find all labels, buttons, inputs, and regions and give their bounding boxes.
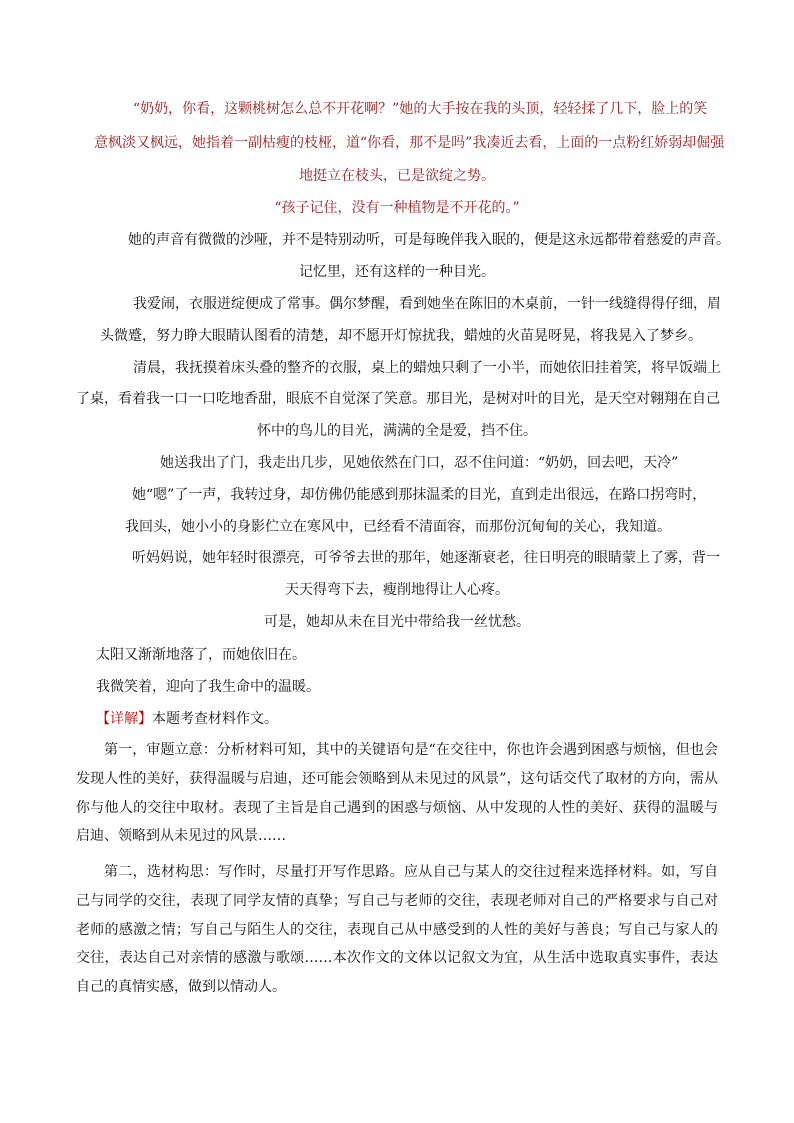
story-line: 地挺立在枝头，已是欲绽之势。 [299,168,495,184]
analysis-intro: 本题考查材料作文。 [152,711,278,727]
story-line: 太阳又渐渐地落了，而她依旧在。 [96,647,306,663]
story-line: 我爱闹，衣服迸绽便成了常事。偶尔梦醒，看到她坐在陈旧的木桌前，一针一线缝得得仔细，眉 [133,296,721,312]
story-line: 头微蹙，努力睁大眼睛认图看的清楚，却不愿开灯惊扰我，蜡烛的火苗晃呀晃，将我晃入了梦乡。 [100,328,702,344]
story-line: 听妈妈说，她年轻时很漂亮，可爷爷去世的那年，她逐渐衰老，往日明亮的眼睛蒙上了雾，背一 [132,550,720,566]
analysis-heading [96,709,278,729]
story-line: 怀中的鸟儿的目光，满满的全是爱，挡不住。 [257,423,537,439]
story-line: 可是，她却从未在目光中带给我一丝忧愁。 [264,614,530,630]
story-line: 我微笑着，迎向了我生命中的温暖。 [96,679,320,695]
story-line: “奶奶，你看，这颗桃树怎么总不开花啊？”她的大手按在我的头顶，轻轻揉了几下，脸上的笑 [133,101,708,117]
story-line: 记忆里，还有这样的一种目光。 [299,264,495,280]
detail-bracket-label: 【详解】 [96,711,152,727]
story-line: “孩子记住，没有一种植物是不开花的。” [274,200,520,216]
story-line: 我回头，她小小的身影伫立在寒风中，已经看不清面容，而那份沉甸甸的关心，我知道。 [125,519,671,535]
story-line: 意枫淡又枫远，她指着一副枯瘦的枝桠，道“你看，那不是吗”我凑近去看，上面的一点粉红娇弱却倔强 [94,135,725,151]
story-line: 天天得弯下去，瘦削地得让人心疼。 [285,582,509,598]
story-line: 她的声音有微微的沙哑，并不是特别动听，可是每晚伴我入眠的，便是这永远都带着慈爱的声音。 [128,232,730,248]
story-line: 清晨，我抚摸着床头叠的整齐的衣服，桌上的蜡烛只剩了一小半，而她依旧挂着笑，将早饭端上 [133,360,721,376]
analysis-paragraph-1: 第一，审题立意：分析材料可知，其中的关键语句是“在交往中，你也许会遇到困惑与烦恼，但也会发现人性的美好，获得温暖与启迪，还可能会领略到从未见过的风景”，这句话交代了取材的方向，需从你与他人的交往中取材。表现了主旨是自己遇到的困惑与烦恼、从中发现的人性的美好、获得的温暖与启迪、领略到从未见过的风景…… [76,742,718,845]
story-line: 了桌，看着我一口一口吃地香甜，眼底不自觉深了笑意。那目光，是树对叶的目光，是天空对翱翔在自己 [76,391,720,407]
analysis-paragraph-2: 第二，选材构思：写作时，尽量打开写作思路。应从自己与某人的交往过程来选择材料。如，写自己与同学的交往，表现了同学友情的真挚；写自己与老师的交往，表现老师对自己的严格要求与自己对老师的感激之情；写自己与陌生人的交往，表现自己从中感受到的人性的美好与善良；写自己与家人的交往，表达自己对亲情的感激与歌颂……本次作文的文体以记叙文为宜，从生活中选取真实事件，表达自己的真情实感，做到以情动人。 [76,864,718,996]
story-line: 她送我出了门，我走出几步，见她依然在门口，忍不住问道：“奶奶，回去吧，天冷” [160,455,679,471]
story-line: 她“嗯”了一声，我转过身，却仿佛仍能感到那抹温柔的目光，直到走出很远，在路口拐弯时， [132,487,707,503]
